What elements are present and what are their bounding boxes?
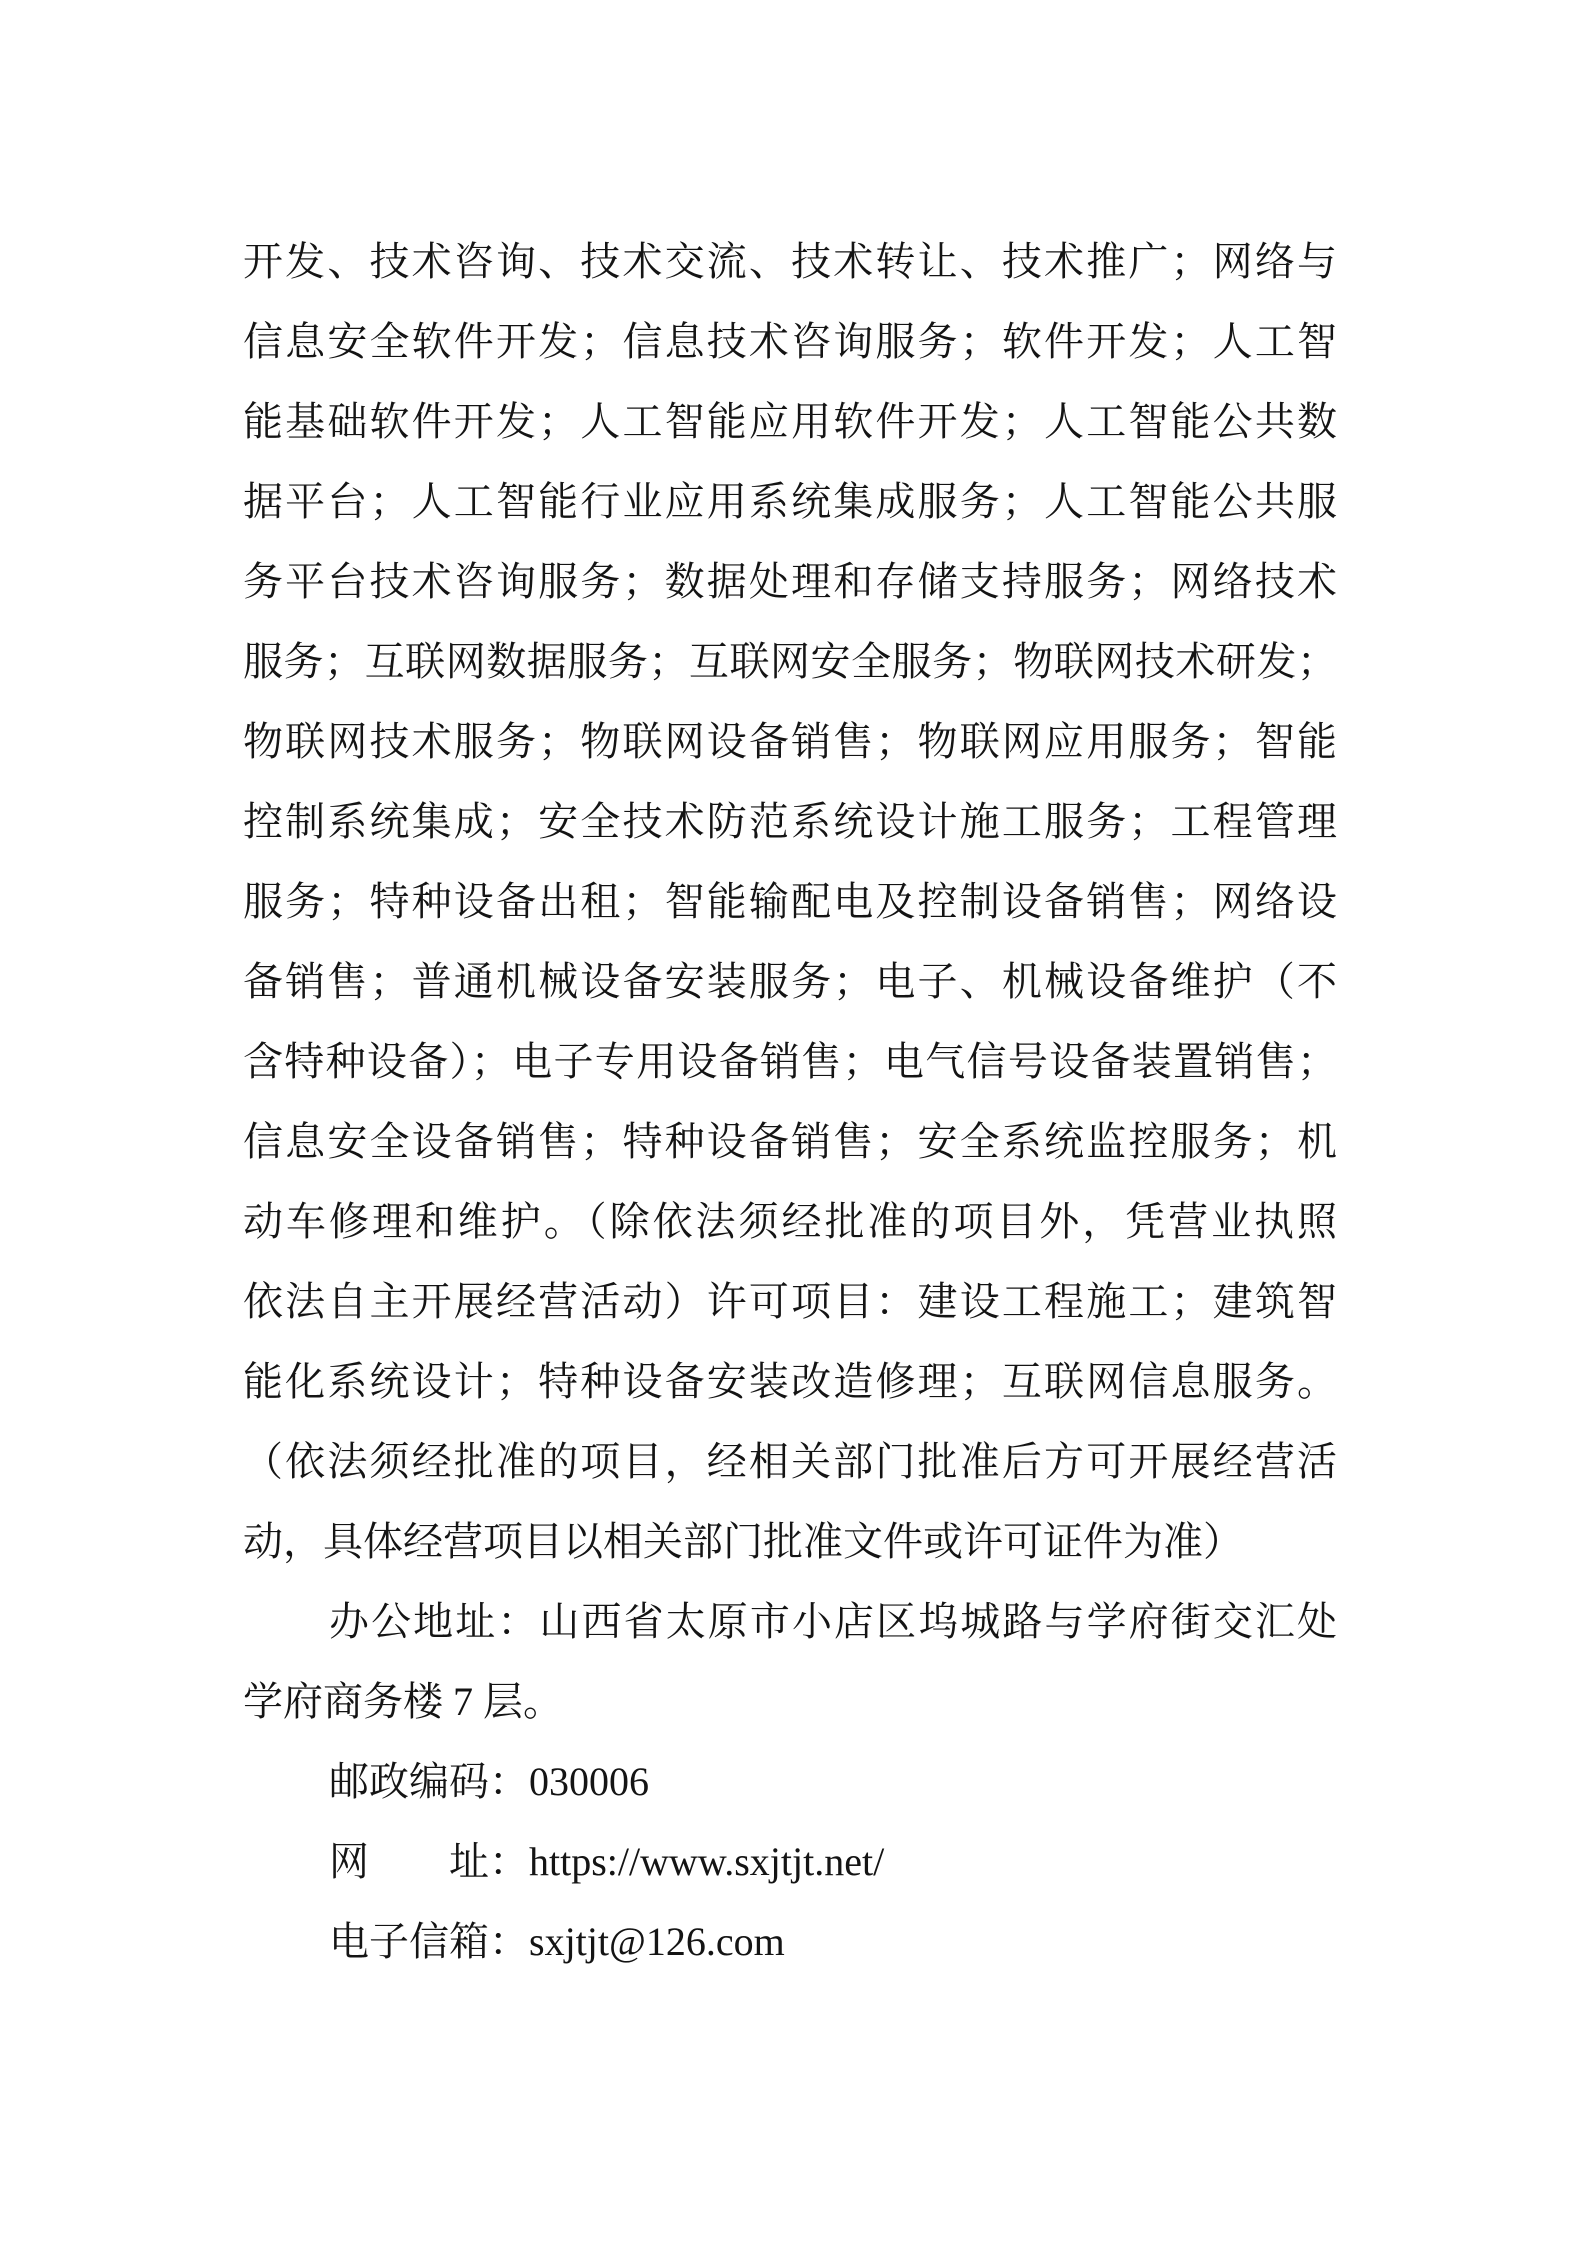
- office-address-line-2: 学府商务楼 7 层。: [243, 1679, 563, 1724]
- postal-code-line: 邮政编码：030006: [329, 1759, 649, 1804]
- business-scope-line: 信息安全软件开发；信息技术咨询服务；软件开发；人工智: [243, 319, 1337, 364]
- business-scope-line: 控制系统集成；安全技术防范系统设计施工服务；工程管理: [243, 799, 1337, 844]
- business-scope-line: 能化系统设计；特种设备安装改造修理；互联网信息服务。: [243, 1359, 1337, 1404]
- business-scope-line: 信息安全设备销售；特种设备销售；安全系统监控服务；机: [243, 1119, 1337, 1164]
- office-address-line-1: 办公地址：山西省太原市小店区坞城路与学府街交汇处: [329, 1599, 1337, 1644]
- business-scope-line: 服务；互联网数据服务；互联网安全服务；物联网技术研发；: [243, 639, 1337, 684]
- website-line: 网 址：https://www.sxjtjt.net/: [329, 1839, 885, 1884]
- business-scope-line: 开发、技术咨询、技术交流、技术转让、技术推广；网络与: [243, 239, 1337, 284]
- business-scope-line: 备销售；普通机械设备安装服务；电子、机械设备维护（不: [243, 959, 1337, 1004]
- email-line: 电子信箱：sxjtjt@126.com: [329, 1919, 785, 1964]
- document-body: [243, 222, 1337, 1982]
- business-scope-line: （依法须经批准的项目，经相关部门批准后方可开展经营活: [243, 1439, 1337, 1484]
- business-scope-line: 能基础软件开发；人工智能应用软件开发；人工智能公共数: [243, 399, 1337, 444]
- business-scope-line: 据平台；人工智能行业应用系统集成服务；人工智能公共服: [243, 479, 1337, 524]
- business-scope-line: 务平台技术咨询服务；数据处理和存储支持服务；网络技术: [243, 559, 1337, 604]
- business-scope-line-last: 动，具体经营项目以相关部门批准文件或许可证件为准）: [243, 1519, 1243, 1564]
- business-scope-line: 动车修理和维护。（除依法须经批准的项目外，凭营业执照: [243, 1199, 1337, 1244]
- business-scope-line: 含特种设备）；电子专用设备销售；电气信号设备装置销售；: [243, 1039, 1337, 1084]
- business-scope-line: 物联网技术服务；物联网设备销售；物联网应用服务；智能: [243, 719, 1337, 764]
- business-scope-line: 依法自主开展经营活动）许可项目：建设工程施工；建筑智: [243, 1279, 1337, 1324]
- business-scope-line: 服务；特种设备出租；智能输配电及控制设备销售；网络设: [243, 879, 1337, 924]
